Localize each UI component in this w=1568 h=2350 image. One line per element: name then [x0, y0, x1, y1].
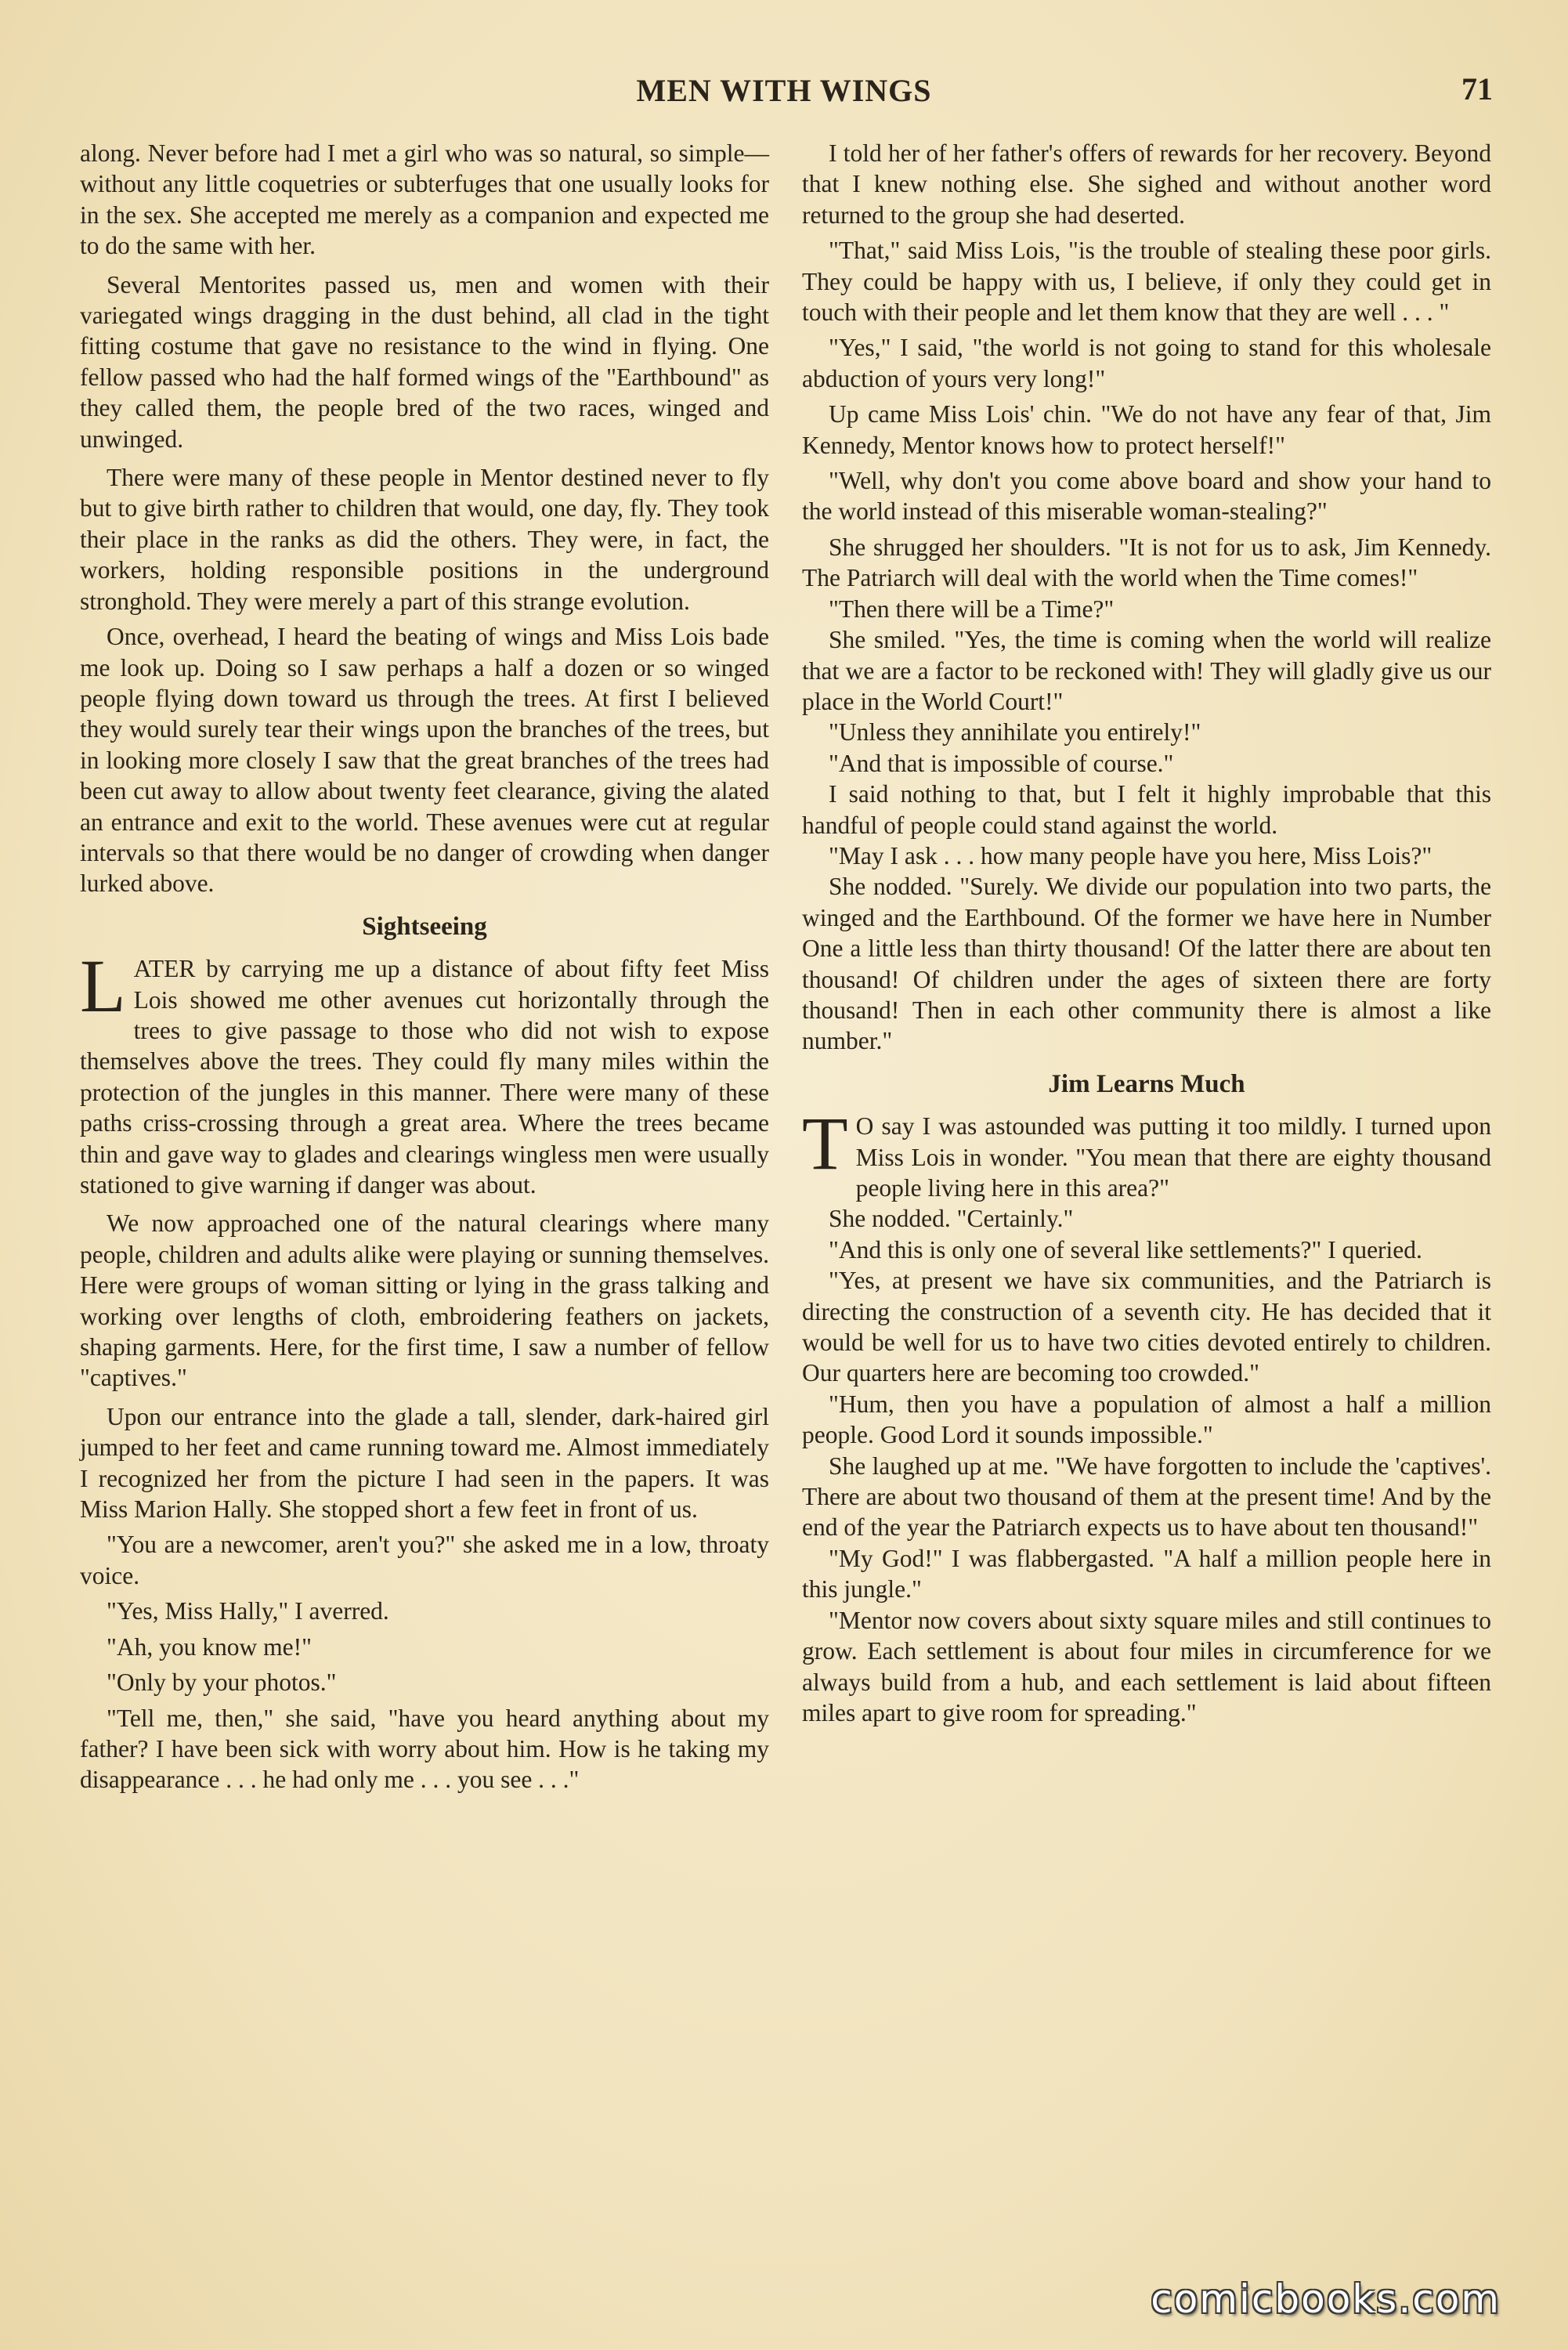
- paragraph: "May I ask . . . how many people have you here, Miss Lois?": [829, 841, 1433, 870]
- running-header-title: MEN WITH WINGS: [636, 73, 932, 108]
- section-subhead: Jim Learns Much: [1048, 1069, 1245, 1098]
- paragraph: "You are a newcomer, aren't you?" she asked me in a low, throaty voice.: [80, 1531, 769, 1589]
- site-watermark: comicbooks.com: [1151, 2276, 1501, 2322]
- paragraph: "And that is impossible of course.": [829, 749, 1174, 777]
- paragraph: There were many of these people in Mentor destined never to fly but to give birth rather to children that would, one day, fly. They took their place in the ranks as did the others. They were, in fact, the workers, holding responsible positions in the underground stronghold. They were merely a part of this strange evolution.: [80, 464, 769, 615]
- paragraph: "Tell me, then," she said, "have you heard anything about my father? I have been sick with worry about him. How is he taking my disappearance . . . he had only me . . . you see . . .": [80, 1704, 769, 1794]
- paragraph: Up came Miss Lois' chin. "We do not have any fear of that, Jim Kennedy, Mentor knows how to protect herself!": [802, 400, 1491, 459]
- paragraph: along. Never before had I met a girl who was so natural, so simple—without any little coquetries or subterfuges that one usually looks for in the sex. She accepted me merely as a companion and expected me to do the same with her.: [80, 139, 769, 260]
- right-column: [802, 138, 1491, 1728]
- paragraph: "That," said Miss Lois, "is the trouble of stealing these poor girls. They could be happy with us, I believe, if only they could get in touch with their people and let them know that they are well . . . ": [802, 237, 1491, 327]
- paragraph: "Well, why don't you come above board and show your hand to the world instead of this miserable woman-stealing?": [802, 467, 1491, 526]
- paragraph: "Yes," I said, "the world is not going to stand for this wholesale abduction of yours very long!": [802, 334, 1491, 392]
- paragraph: "My God!" I was flabbergasted. "A half a million people here in this jungle.": [802, 1544, 1491, 1603]
- dropcap-paragraph-text: ATER by carrying me up a distance of about fifty feet Miss Lois showed me other avenues cut horizontally through the trees to give passage to those who did not wish to expose themselves above the trees. They could fly many miles within the protection of the jungles in this manner. There were many of these paths criss-crossing through a great area. Where the trees became thin and gave way to glades and clearings wingless men were usually stationed to give warning if danger was about.: [80, 955, 769, 1198]
- paragraph: I told her of her father's offers of rewards for her recovery. Beyond that I knew nothing else. She sighed and without another word returned to the group she had deserted.: [802, 139, 1491, 229]
- paragraph: "And this is only one of several like settlements?" I queried.: [829, 1235, 1422, 1264]
- paragraph: "Unless they annihilate you entirely!": [829, 718, 1201, 747]
- paragraph: She laughed up at me. "We have forgotten to include the 'captives'. There are about two thousand of them at the present time! And by the end of the year the Patriarch expects us to have about ten thousand!": [802, 1452, 1491, 1542]
- drop-cap-letter: L: [80, 944, 126, 1029]
- paragraph: She smiled. "Yes, the time is coming when the world will realize that we are a factor to be reckoned with! They will gladly give us our place in the World Court!": [802, 626, 1491, 715]
- page-number: 71: [1461, 71, 1493, 107]
- paragraph: Once, overhead, I heard the beating of wings and Miss Lois bade me look up. Doing so I saw perhaps a half a dozen or so winged people flying down toward us through the trees. At first I believed they would surely tear their wings upon the branches of the trees, but in looking more closely I saw that the great branches of the trees had been cut away to allow about twenty feet clearance, giving the alated an entrance and exit to the world. These avenues were cut at regular intervals so that there would be no danger of crowding when danger lurked above.: [80, 623, 769, 898]
- dropcap-paragraph: [80, 944, 769, 1200]
- paragraph: Upon our entrance into the glade a tall, slender, dark-haired girl jumped to her feet and came running toward me. Almost immediately I recognized her from the picture I had seen in the papers. It was Miss Marion Hally. She stopped short a few feet in front of us.: [80, 1402, 769, 1524]
- paragraph: She shrugged her shoulders. "It is not for us to ask, Jim Kennedy. The Patriarch will deal with the world when the Time comes!": [802, 533, 1491, 592]
- paragraph: She nodded. "Surely. We divide our population into two parts, the winged and the Earthbound. Of the former we have here in Number One a little less than thirty thousand! Of the latter there are about ten thousand! Of children under the ages of sixteen there are forty thousand! Then in each other community there is almost a like number.": [802, 873, 1491, 1055]
- dropcap-paragraph: [802, 1101, 1491, 1203]
- dropcap-paragraph-text: O say I was astounded was putting it too mildly. I turned upon Miss Lois in wonder. "You mean that there are eighty thousand people living here in this area?": [855, 1112, 1491, 1202]
- left-column: [80, 138, 769, 1795]
- paragraph: She nodded. "Certainly.": [829, 1205, 1074, 1233]
- paragraph: Several Mentorites passed us, men and women with their variegated wings dragging in the dust behind, all clad in the tight fitting costume that gave no resistance to the wind in flying. One fellow passed who had the half formed wings of the "Earthbound" as they called them, the people bred of the two races, winged and unwinged.: [80, 270, 769, 453]
- paragraph: "Mentor now covers about sixty square miles and still continues to grow. Each settlement is about four miles in circumference for we always build from a hub, and each settlement is laid about fifteen miles apart to give room for spreading.": [802, 1606, 1491, 1726]
- paragraph: "Hum, then you have a population of almost a half a million people. Good Lord it sounds impossible.": [802, 1390, 1491, 1449]
- paragraph: We now approached one of the natural clearings where many people, children and adults alike were playing or sunning themselves. Here were groups of woman sitting or lying in the grass talking and working over lengths of cloth, embroidering feathers on jackets, shaping garments. Here, for the first time, I saw a number of fellow "captives.": [80, 1209, 769, 1392]
- drop-cap-letter: T: [802, 1101, 848, 1186]
- paragraph: I said nothing to that, but I felt it highly improbable that this handful of people could stand against the world.: [802, 780, 1491, 839]
- paragraph: "Yes, at present we have six communities, and the Patriarch is directing the construction of a seventh city. He has decided that it would be well for us to have two cities devoted entirely to children. Our quarters here are becoming too crowded.": [802, 1267, 1491, 1387]
- paragraph: "Then there will be a Time?": [829, 595, 1115, 623]
- paragraph: "Only by your photos.": [107, 1668, 337, 1697]
- paragraph: "Yes, Miss Hally," I averred.: [107, 1597, 389, 1625]
- section-subhead: Sightseeing: [362, 912, 487, 941]
- paragraph: "Ah, you know me!": [107, 1632, 312, 1661]
